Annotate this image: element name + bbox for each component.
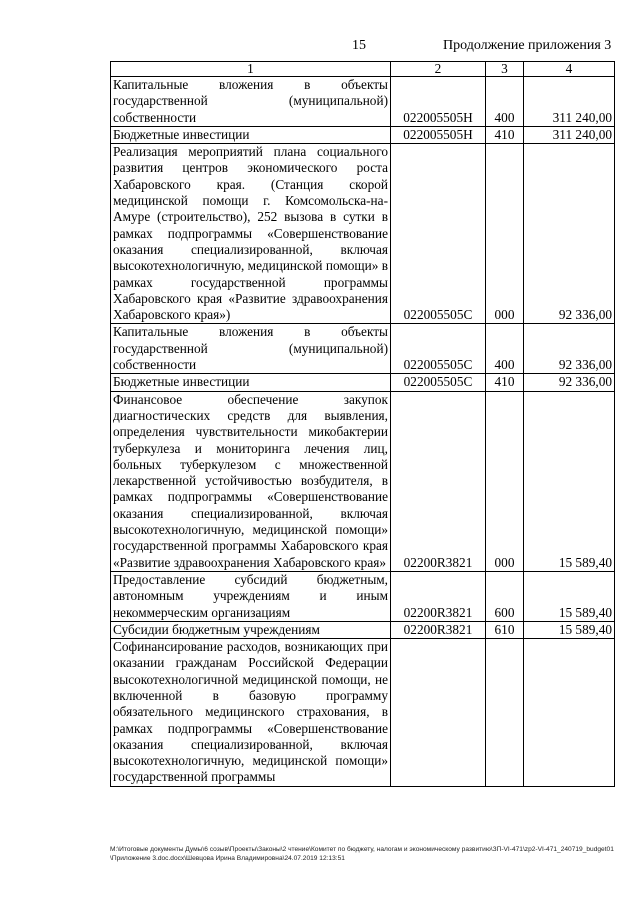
table-row [111, 571, 615, 621]
row-code: 022005505Н [391, 126, 486, 143]
row-name: Бюджетные инвестиции [111, 374, 391, 391]
row-code: 022005505С [391, 144, 486, 324]
table-row [111, 639, 615, 787]
table-row [111, 324, 615, 374]
table-row [111, 621, 615, 638]
row-amount: 311 240,00 [524, 77, 615, 127]
row-name: Бюджетные инвестиции [111, 126, 391, 143]
row-name: Капитальные вложения в объекты государственной (муниципальной) собственности [111, 77, 391, 127]
column-number: 3 [486, 62, 524, 77]
row-amount: 15 589,40 [524, 571, 615, 621]
table-row [111, 391, 615, 571]
row-name: Капитальные вложения в объекты государственной (муниципальной) собственности [111, 324, 391, 374]
row-name: Софинансирование расходов, возникающих при оказании гражданам Российской Федерации высокотехнологичной медицинской помощи, не включенной в базовую программу обязательного медицинского страхования, в рамках подпрограммы «Совершенствование оказания специализированной, включая высокотехнологичную, медицинской помощи» государственной программы [111, 639, 391, 787]
row-code [391, 639, 486, 787]
row-type: 610 [486, 621, 524, 638]
column-number: 2 [391, 62, 486, 77]
row-name: Предоставление субсидий бюджетным, автономным учреждениям и иным некоммерческим организациям [111, 571, 391, 621]
row-type: 000 [486, 391, 524, 571]
row-amount: 92 336,00 [524, 144, 615, 324]
row-type: 400 [486, 324, 524, 374]
row-name: Реализация мероприятий плана социального развития центров экономического роста Хабаровского края. (Станция скорой медицинской помощи г. Комсомольска-на-Амуре (строительство), 252 вызова в сутки в рамках подпрограммы «Совершенствование оказания специализированной, включая высокотехнологичную, медицинской помощи» в рамках государственной программы Хабаровского края «Развитие здравоохранения Хабаровского края») [111, 144, 391, 324]
row-code: 022005505Н [391, 77, 486, 127]
row-type: 410 [486, 374, 524, 391]
row-name: Субсидии бюджетным учреждениям [111, 621, 391, 638]
row-amount: 92 336,00 [524, 324, 615, 374]
column-number: 1 [111, 62, 391, 77]
row-type: 000 [486, 144, 524, 324]
column-number: 4 [524, 62, 615, 77]
table-row [111, 374, 615, 391]
table-row [111, 77, 615, 127]
row-code: 02200R3821 [391, 571, 486, 621]
row-code: 02200R3821 [391, 391, 486, 571]
page-number: 15 [352, 38, 366, 53]
row-code: 02200R3821 [391, 621, 486, 638]
row-type [486, 639, 524, 787]
row-amount: 311 240,00 [524, 126, 615, 143]
row-amount: 15 589,40 [524, 621, 615, 638]
row-amount: 15 589,40 [524, 391, 615, 571]
table-row [111, 126, 615, 143]
row-amount [524, 639, 615, 787]
row-type: 400 [486, 77, 524, 127]
row-amount: 92 336,00 [524, 374, 615, 391]
row-type: 410 [486, 126, 524, 143]
row-code: 022005505С [391, 324, 486, 374]
budget-table [110, 61, 615, 787]
row-code: 022005505С [391, 374, 486, 391]
document-path-footer: M:\Итоговые документы Думы\6 созыв\Проекты\Законы\2 чтение\Комитет по бюджету, налогам и экономическому развитию\ЗП-VI-471\zp2-VI-471_240719_budget01\Приложение 3.doc.docx\Шевцова Ирина Владимировна\24.07.2019 12:13:51 [110, 846, 614, 862]
row-type: 600 [486, 571, 524, 621]
row-name: Финансовое обеспечение закупок диагностических средств для выявления, определения чувствительности микобактерии туберкулеза и мониторинга лечения лиц, больных туберкулезом с множественной лекарственной устойчивостью возбудителя, в рамках подпрограммы «Совершенствование оказания специализированной, включая высокотехнологичную, медицинской помощи» государственной программы Хабаровского края «Развитие здравоохранения Хабаровского края» [111, 391, 391, 571]
table-row [111, 144, 615, 324]
continuation-label: Продолжение приложения 3 [443, 38, 612, 53]
column-number-row [111, 62, 615, 77]
